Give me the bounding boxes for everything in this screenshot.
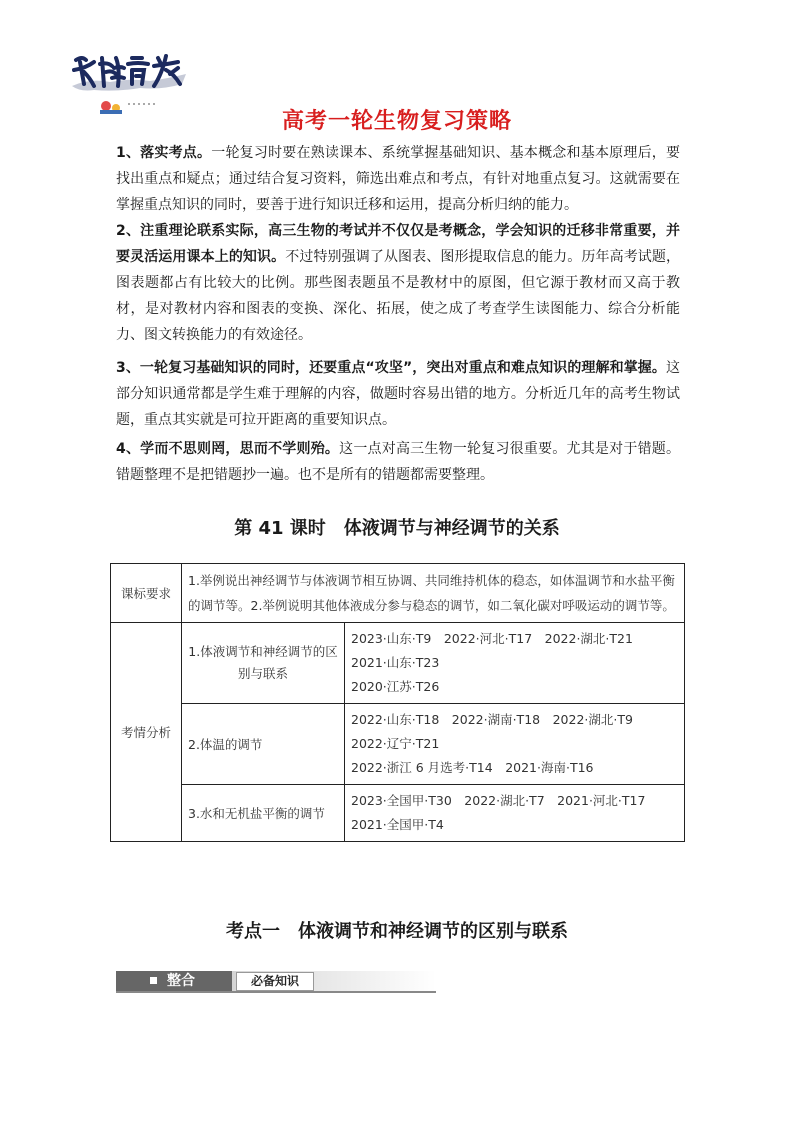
bar-underline <box>116 991 436 993</box>
strategy-lead: 1、落实考点。 <box>116 145 212 161</box>
strategy-body: 不过特别强调了从图表、图形提取信息的能力。历年高考试题，图表题都占有比较大的比例。那些图表题虽不是教材中的原图，但它源于教材而又高于教材，是对教材内容和图表的变换、深化、拓展，使之成了考查学生读图能力、综合分析能力、图文转换能力的有效途径。 <box>116 249 681 343</box>
strategy-lead: 2、注重理论联系实际，高三生物的考试并不仅仅是考概念，学会知识的迁移非常重要，并要灵活运用课本上的知识。 <box>116 223 680 265</box>
ref-line: 2023·全国甲·T30 2022·湖北·T7 2021·河北·T17 <box>351 793 646 808</box>
strategy-lead: 4、学而不思则罔，思而不学则殆。 <box>116 441 340 457</box>
curriculum-table <box>110 563 685 842</box>
strategy-body: 这部分知识通常都是学生难于理解的内容，做题时容易出错的地方。分析近几年的高考生物试题，重点其实就是可拉开距离的重要知识点。 <box>116 360 680 428</box>
ref-line: 2020·江苏·T26 <box>351 679 440 694</box>
refs-cell <box>345 704 685 785</box>
ref-line: 2023·山东·T9 2022·河北·T17 2022·湖北·T21 <box>351 631 633 646</box>
table-row <box>111 785 685 842</box>
page-title: 高考一轮生物复习策略 <box>281 109 512 134</box>
topic-cell: 1.体液调节和神经调节的区别与联系 <box>182 623 345 704</box>
requirement-label: 课标要求 <box>111 564 182 623</box>
section-bar <box>116 971 436 993</box>
square-bullet-icon <box>150 977 157 984</box>
lesson-title: 第 41 课时 体液调节与神经调节的关系 <box>234 518 560 539</box>
refs-cell <box>345 785 685 842</box>
strategy-body: 这一点对高三生物一轮复习很重要。尤其是对于错题。错题整理不是把错题抄一遍。也不是所有的错题都需要整理。 <box>116 441 680 483</box>
bar-tag-label: 整合 <box>167 973 195 989</box>
strategy-lead: 3、一轮复习基础知识的同时，还要重点“攻坚”，突出对重点和难点知识的理解和掌握。 <box>116 360 666 376</box>
ref-line: 2022·浙江 6 月选考·T14 2021·海南·T16 <box>351 760 594 775</box>
table-row <box>111 564 685 623</box>
ref-line: 2021·山东·T23 <box>351 655 440 670</box>
refs-cell <box>345 623 685 704</box>
table-row <box>111 623 685 704</box>
strategy-item-1 <box>116 140 680 218</box>
topic-cell: 2.体温的调节 <box>182 704 345 785</box>
bar-tag-knowledge: 必备知识 <box>236 972 314 991</box>
ref-line: 2021·全国甲·T4 <box>351 817 444 832</box>
strategy-body: 一轮复习时要在熟读课本、系统掌握基础知识、基本概念和基本原理后，要找出重点和疑点；通过结合复习资料，筛选出难点和考点，有针对地重点复习。这就需要在掌握重点知识的同时，要善于进行知识迁移和运用，提高分析归纳的能力。 <box>116 145 681 213</box>
ref-line: 2022·山东·T18 2022·湖南·T18 2022·湖北·T9 <box>351 712 633 727</box>
ref-line: 2022·辽宁·T21 <box>351 736 440 751</box>
requirement-text: 1.举例说出神经调节与体液调节相互协调、共同维持机体的稳态，如体温调节和水盐平衡的调节等。2.举例说明其他体液成分参与稳态的调节，如二氧化碳对呼吸运动的调节等。 <box>182 564 685 623</box>
table-row <box>111 704 685 785</box>
topic-cell: 3.水和无机盐平衡的调节 <box>182 785 345 842</box>
section-title: 考点一 体液调节和神经调节的区别与联系 <box>226 921 568 942</box>
strategy-item-2 <box>116 218 680 348</box>
analysis-label: 考情分析 <box>111 623 182 842</box>
strategy-item-3 <box>116 355 680 433</box>
bar-tag-integrate <box>116 971 232 991</box>
strategy-item-4 <box>116 436 680 488</box>
